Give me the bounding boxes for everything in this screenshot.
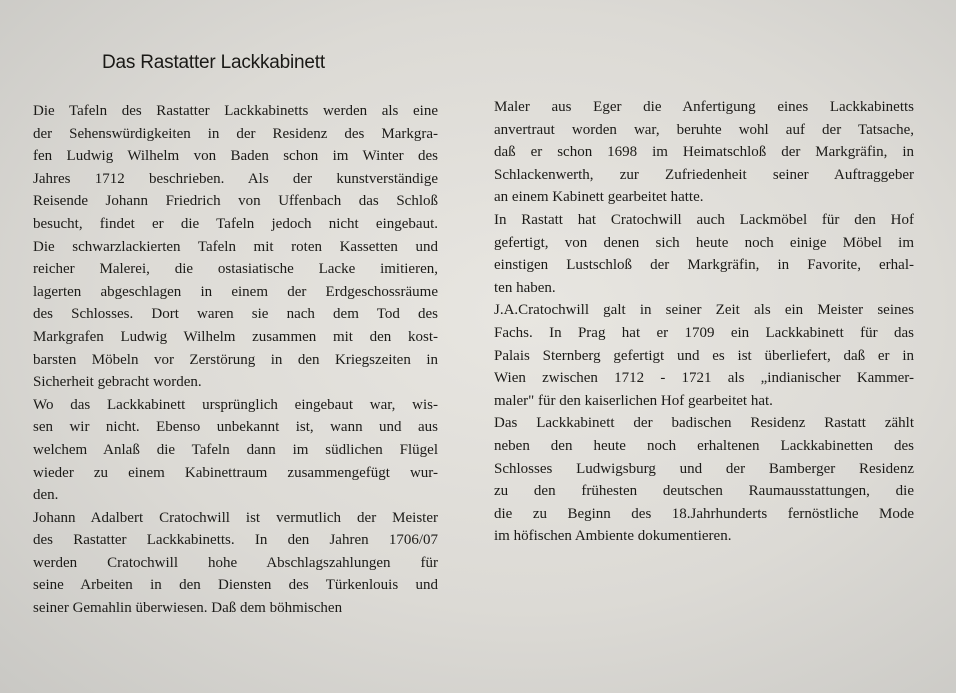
text-line: Schlackenwerth, zur Zufriedenheit seiner Auftraggeber — [494, 166, 914, 183]
text-line: die zu Beginn des 18.Jahrhunderts fernöstliche Mode — [494, 505, 914, 522]
text-line: Jahres 1712 beschrieben. Als der kunstverständige — [33, 170, 438, 187]
text-line: Markgrafen Ludwig Wilhelm zusammen mit den kost- — [33, 328, 438, 345]
text-line: daß er schon 1698 im Heimatschloß der Markgräfin, in — [494, 144, 914, 161]
text-line: im höfischen Ambiente dokumentieren. — [494, 528, 732, 545]
text-line: der Sehenswürdigkeiten in der Residenz des Markgra- — [33, 125, 438, 142]
text-line: Johann Adalbert Cratochwill ist vermutlich der Meister — [33, 509, 438, 526]
text-line: zu den frühesten deutschen Raumausstattungen, die — [494, 483, 914, 500]
text-line: wieder zu einem Kabinettraum zusammengefügt wur- — [33, 464, 438, 481]
text-line: einstigen Lustschloß der Markgräfin, in Favorite, erhal- — [494, 257, 914, 274]
text-line: Wo das Lackkabinett ursprünglich eingebaut war, wis- — [33, 396, 438, 413]
text-line: maler" für den kaiserlichen Hof gearbeitet hat. — [494, 392, 773, 409]
text-line: ten haben. — [494, 279, 556, 296]
text-line: sen wir nicht. Ebenso unbekannt ist, wann und aus — [33, 419, 438, 436]
text-line: fen Ludwig Wilhelm von Baden schon im Winter des — [33, 148, 438, 165]
text-line: Die schwarzlackierten Tafeln mit roten Kassetten und — [33, 238, 438, 255]
text-line: neben den heute noch erhaltenen Lackkabinetten des — [494, 437, 914, 454]
text-line: Fachs. In Prag hat er 1709 ein Lackkabinett für das — [494, 324, 914, 341]
text-line: seiner Gemahlin überwiesen. Daß dem böhmischen — [33, 600, 343, 617]
text-line: gefertigt, von denen sich heute noch einige Möbel im — [494, 234, 914, 251]
panel-title: Das Rastatter Lackkabinett — [102, 52, 325, 73]
text-line: In Rastatt hat Cratochwill auch Lackmöbel für den Hof — [494, 211, 914, 228]
text-line: Sicherheit gebracht worden. — [33, 374, 202, 391]
left-text-column — [33, 100, 438, 620]
text-line: reicher Malerei, die ostasiatische Lacke imitieren, — [33, 261, 438, 278]
text-line: werden Cratochwill hohe Abschlagszahlungen für — [33, 554, 438, 571]
text-line: Wien zwischen 1712 - 1721 als „indianischer Kammer- — [494, 370, 914, 387]
text-line: Reisende Johann Friedrich von Uffenbach das Schloß — [33, 193, 438, 210]
text-line: anvertraut worden war, beruhte wohl auf der Tatsache, — [494, 121, 914, 138]
right-text-column — [494, 96, 914, 548]
text-line: Die Tafeln des Rastatter Lackkabinetts werden als eine — [33, 103, 438, 119]
text-line: J.A.Cratochwill galt in seiner Zeit als ein Meister seines — [494, 302, 914, 319]
text-line: Maler aus Eger die Anfertigung eines Lackkabinetts — [494, 99, 914, 115]
text-line: des Rastatter Lackkabinetts. In den Jahren 1706/07 — [33, 532, 438, 549]
text-line: Palais Sternberg gefertigt und es ist überliefert, daß er in — [494, 347, 914, 364]
text-line: an einem Kabinett gearbeitet hatte. — [494, 189, 704, 206]
text-line: lagerten abgeschlagen in einem der Erdgeschossräume — [33, 283, 438, 300]
text-line: Das Lackkabinett der badischen Residenz Rastatt zählt — [494, 415, 914, 432]
text-line: Schlosses Ludwigsburg und der Bamberger Residenz — [494, 460, 914, 477]
text-line: barsten Möbeln vor Zerstörung in den Kriegszeiten in — [33, 351, 438, 368]
text-line: welchem Anlaß die Tafeln dann im südlichen Flügel — [33, 441, 438, 458]
text-line: besucht, findet er die Tafeln jedoch nicht eingebaut. — [33, 215, 438, 232]
text-line: seine Arbeiten in den Diensten des Türkenlouis und — [33, 577, 438, 594]
text-line: den. — [33, 487, 59, 504]
text-line: des Schlosses. Dort waren sie nach dem Tod des — [33, 306, 438, 323]
